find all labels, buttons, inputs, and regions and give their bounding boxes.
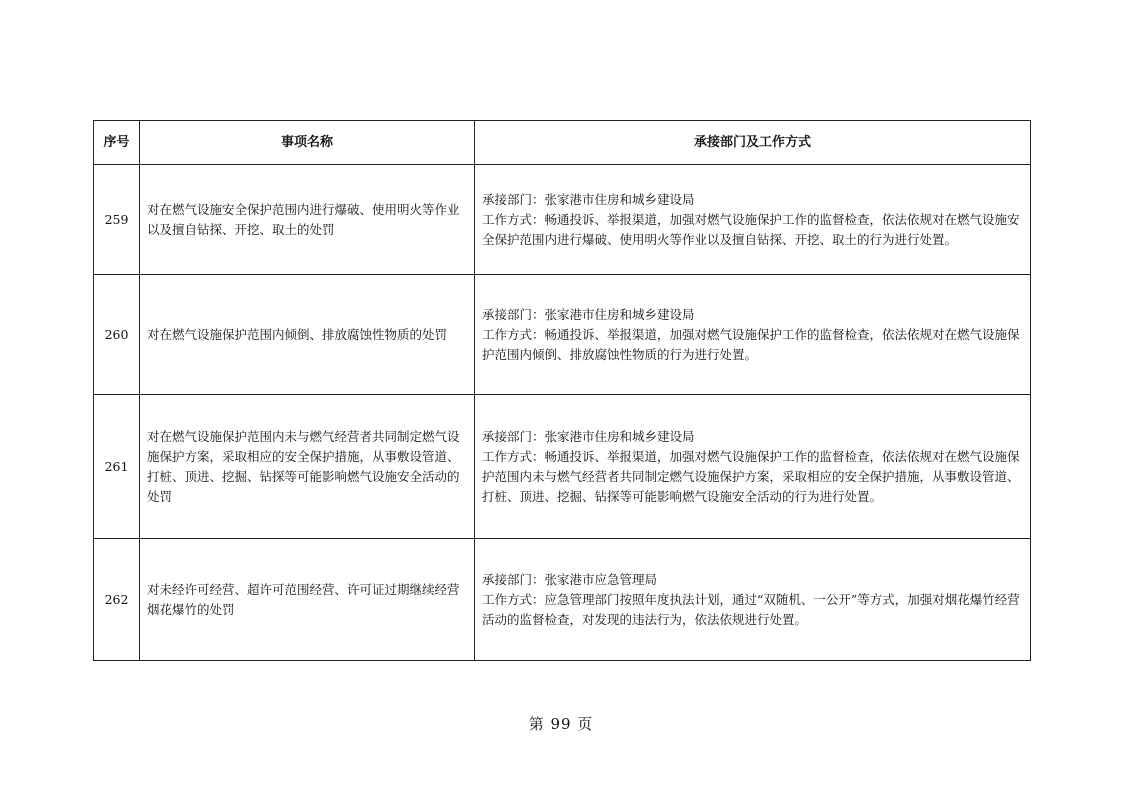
undertaking-department: 承接部门：张家港市住房和城乡建设局 [482, 306, 695, 322]
header-serial-number: 序号 [94, 121, 140, 165]
work-method: 工作方式：畅通投诉、举报渠道，加强对燃气设施保护工作的监督检查，依法依规对在燃气设施保护范围内倾倒、排放腐蚀性物质的行为进行处置。 [482, 326, 1020, 362]
item-name: 对在燃气设施安全保护范围内进行爆破、使用明火等作业以及擅自钻探、开挖、取土的处罚 [140, 165, 475, 275]
items-table [93, 120, 1031, 661]
undertaking-department: 承接部门：张家港市应急管理局 [482, 571, 658, 587]
item-name: 对在燃气设施保护范围内倾倒、排放腐蚀性物质的处罚 [140, 275, 475, 395]
work-method: 工作方式：畅通投诉、举报渠道，加强对燃气设施保护工作的监督检查，依法依规对在燃气设施安全保护范围内进行爆破、使用明火等作业以及擅自钻探、开挖、取土的行为进行处置。 [482, 211, 1020, 247]
item-name: 对在燃气设施保护范围内未与燃气经营者共同制定燃气设施保护方案，采取相应的安全保护措施，从事敷设管道、打桩、顶进、挖掘、钻探等可能影响燃气设施安全活动的处罚 [140, 395, 475, 539]
row-number: 261 [94, 395, 140, 539]
row-number: 262 [94, 539, 140, 661]
table-row [94, 165, 1031, 275]
header-item-name: 事项名称 [140, 121, 475, 165]
header-row [94, 121, 1031, 165]
dept-method-cell [475, 539, 1031, 661]
table-row [94, 395, 1031, 539]
undertaking-department: 承接部门：张家港市住房和城乡建设局 [482, 428, 695, 444]
undertaking-department: 承接部门：张家港市住房和城乡建设局 [482, 191, 695, 207]
table-row [94, 275, 1031, 395]
dept-method-cell [475, 275, 1031, 395]
dept-method-cell [475, 395, 1031, 539]
dept-method-cell [475, 165, 1031, 275]
table-row [94, 539, 1031, 661]
work-method: 工作方式：畅通投诉、举报渠道，加强对燃气设施保护工作的监督检查，依法依规对在燃气设施保护范围内未与燃气经营者共同制定燃气设施保护方案，采取相应的安全保护措施，从事敷设管道、打桩、顶进、挖掘、钻探等可能影响燃气设施安全活动的行为进行处置。 [482, 448, 1020, 504]
item-name: 对未经许可经营、超许可范围经营、许可证过期继续经营烟花爆竹的处罚 [140, 539, 475, 661]
page-number: 第 99 页 [528, 715, 594, 733]
row-number: 260 [94, 275, 140, 395]
header-dept-and-method: 承接部门及工作方式 [475, 121, 1031, 165]
row-number: 259 [94, 165, 140, 275]
work-method: 工作方式：应急管理部门按照年度执法计划，通过“双随机、一公开”等方式，加强对烟花爆竹经营活动的监督检查，对发现的违法行为，依法依规进行处置。 [482, 591, 1020, 627]
